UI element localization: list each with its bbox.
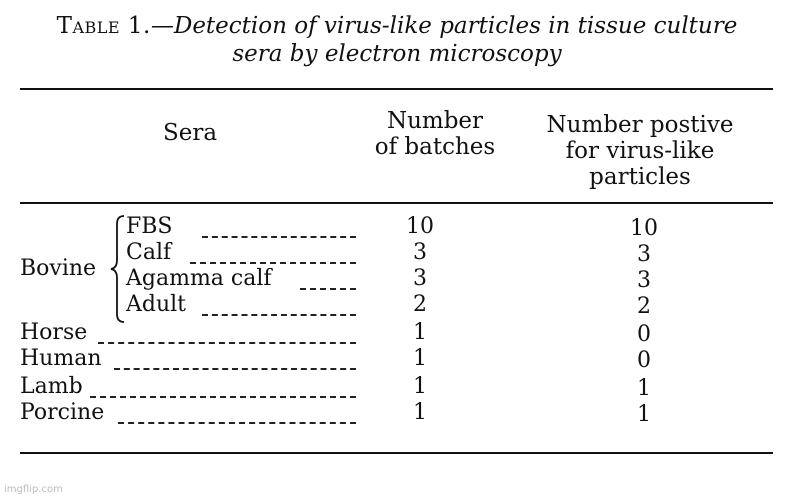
table-label: Table 1.: [56, 13, 151, 39]
positive-value: 3: [637, 268, 651, 293]
batches-value: 3: [413, 240, 427, 265]
batches-value: 1: [413, 346, 427, 371]
dot-leader: [90, 396, 356, 398]
row-label: Calf: [126, 240, 172, 265]
batches-value: 1: [413, 374, 427, 399]
brace-icon: [110, 214, 126, 324]
group-label-bovine: Bovine: [20, 256, 97, 281]
row-label: FBS: [126, 214, 173, 239]
header-positive-line-3: particles: [589, 164, 691, 190]
positive-value: 3: [637, 242, 651, 267]
dot-leader: [190, 262, 356, 264]
header-batches: [370, 108, 500, 160]
batches-value: 2: [413, 292, 427, 317]
header-sera: Sera: [162, 120, 218, 146]
batches-value: 3: [413, 266, 427, 291]
caption-dash: —: [150, 13, 174, 39]
row-label: Human: [20, 346, 102, 371]
row-label: Lamb: [20, 374, 83, 399]
positive-value: 1: [637, 402, 651, 427]
header-positive-line-2: for virus-like: [565, 138, 715, 164]
caption-line-1: [0, 12, 794, 40]
top-rule: [20, 88, 773, 90]
positive-value: 0: [637, 348, 651, 373]
positive-value: 1: [637, 376, 651, 401]
row-label: Adult: [126, 292, 187, 317]
batches-value: 1: [413, 400, 427, 425]
positive-value: 10: [630, 216, 658, 241]
batches-value: 1: [413, 320, 427, 345]
header-rule: [20, 202, 773, 204]
caption-text-2: sera by electron microscopy: [232, 41, 562, 67]
positive-value: 0: [637, 322, 651, 347]
header-batches-line-1: Number: [386, 108, 484, 134]
row-label: Porcine: [20, 400, 105, 425]
dot-leader: [202, 236, 356, 238]
row-label: Horse: [20, 320, 88, 345]
dot-leader: [118, 422, 356, 424]
caption-text-1: Detection of virus-like particles in tissue culture: [173, 13, 738, 39]
dot-leader: [300, 288, 356, 290]
positive-value: 2: [637, 294, 651, 319]
dot-leader: [202, 314, 356, 316]
batches-value: 10: [406, 214, 434, 239]
header-positive-line-1: Number postive: [546, 112, 734, 138]
bottom-rule: [20, 452, 773, 454]
row-label: Agamma calf: [126, 266, 272, 291]
dot-leader: [114, 368, 356, 370]
header-positive: [525, 112, 755, 190]
watermark: imgflip.com: [4, 484, 63, 495]
dot-leader: [98, 342, 356, 344]
header-batches-line-2: of batches: [374, 134, 496, 160]
